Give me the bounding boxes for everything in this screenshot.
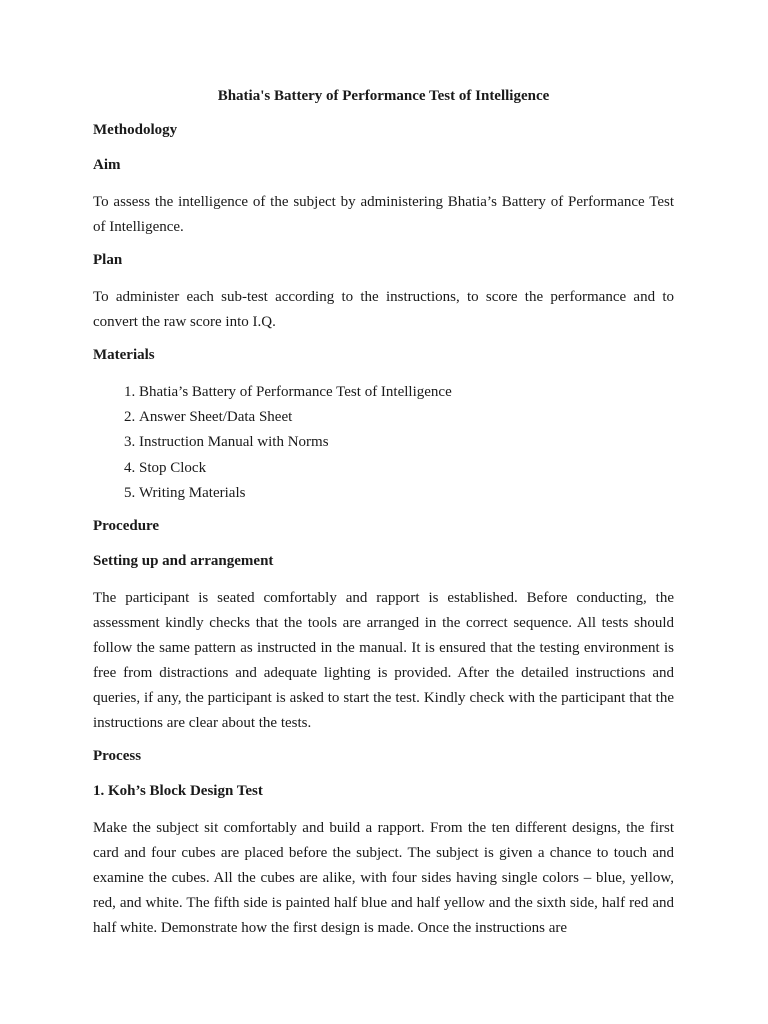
- document-title: Bhatia's Battery of Performance Test of Intelligence: [217, 88, 550, 104]
- materials-list-item: 2. Answer Sheet/Data Sheet: [139, 405, 674, 430]
- materials-list: [93, 380, 674, 506]
- aim-heading: Aim: [93, 157, 121, 173]
- plan-heading: Plan: [93, 252, 123, 268]
- materials-list-item: 4. Stop Clock: [139, 456, 674, 481]
- setup-paragraph: The participant is seated comfortably and rapport is established. Before conducting, the assessment kindly checks that the tools are arranged in the correct sequence. All tests should follow the same pattern as instructed in the manual. It is ensured that the testing environment is free from distractions and adequate lighting is provided. After the detailed instructions and queries, if any, the participant is asked to start the test. Kindly check with the participant that the instructions are clear about the tests.: [93, 590, 674, 732]
- koh-block-design-paragraph: Make the subject sit comfortably and build a rapport. From the ten different designs, the first card and four cubes are placed before the subject. The subject is given a chance to touch and examine the cubes. All the cubes are alike, with four sides having single colors – blue, yellow, red, and white. The fifth side is painted half blue and half yellow and the sixth side, half red and half white. Demonstrate how the first design is made. Once the instructions are: [93, 820, 674, 937]
- process-heading: Process: [93, 748, 142, 765]
- procedure-heading: Procedure: [93, 518, 160, 535]
- materials-heading: Materials: [93, 347, 155, 363]
- materials-list-item: 5. Writing Materials: [139, 481, 674, 506]
- plan-paragraph: To administer each sub-test according to the instructions, to score the performance and to convert the raw score into I.Q.: [93, 289, 674, 330]
- setup-heading: Setting up and arrangement: [93, 553, 274, 570]
- koh-block-design-heading: 1. Koh’s Block Design Test: [93, 783, 263, 800]
- document-page: [93, 86, 674, 951]
- methodology-heading: Methodology: [93, 122, 178, 138]
- materials-list-item: 1. Bhatia’s Battery of Performance Test of Intelligence: [139, 380, 674, 405]
- aim-paragraph: To assess the intelligence of the subject by administering Bhatia’s Battery of Performance Test of Intelligence.: [93, 194, 674, 235]
- materials-list-item: 3. Instruction Manual with Norms: [139, 430, 674, 455]
